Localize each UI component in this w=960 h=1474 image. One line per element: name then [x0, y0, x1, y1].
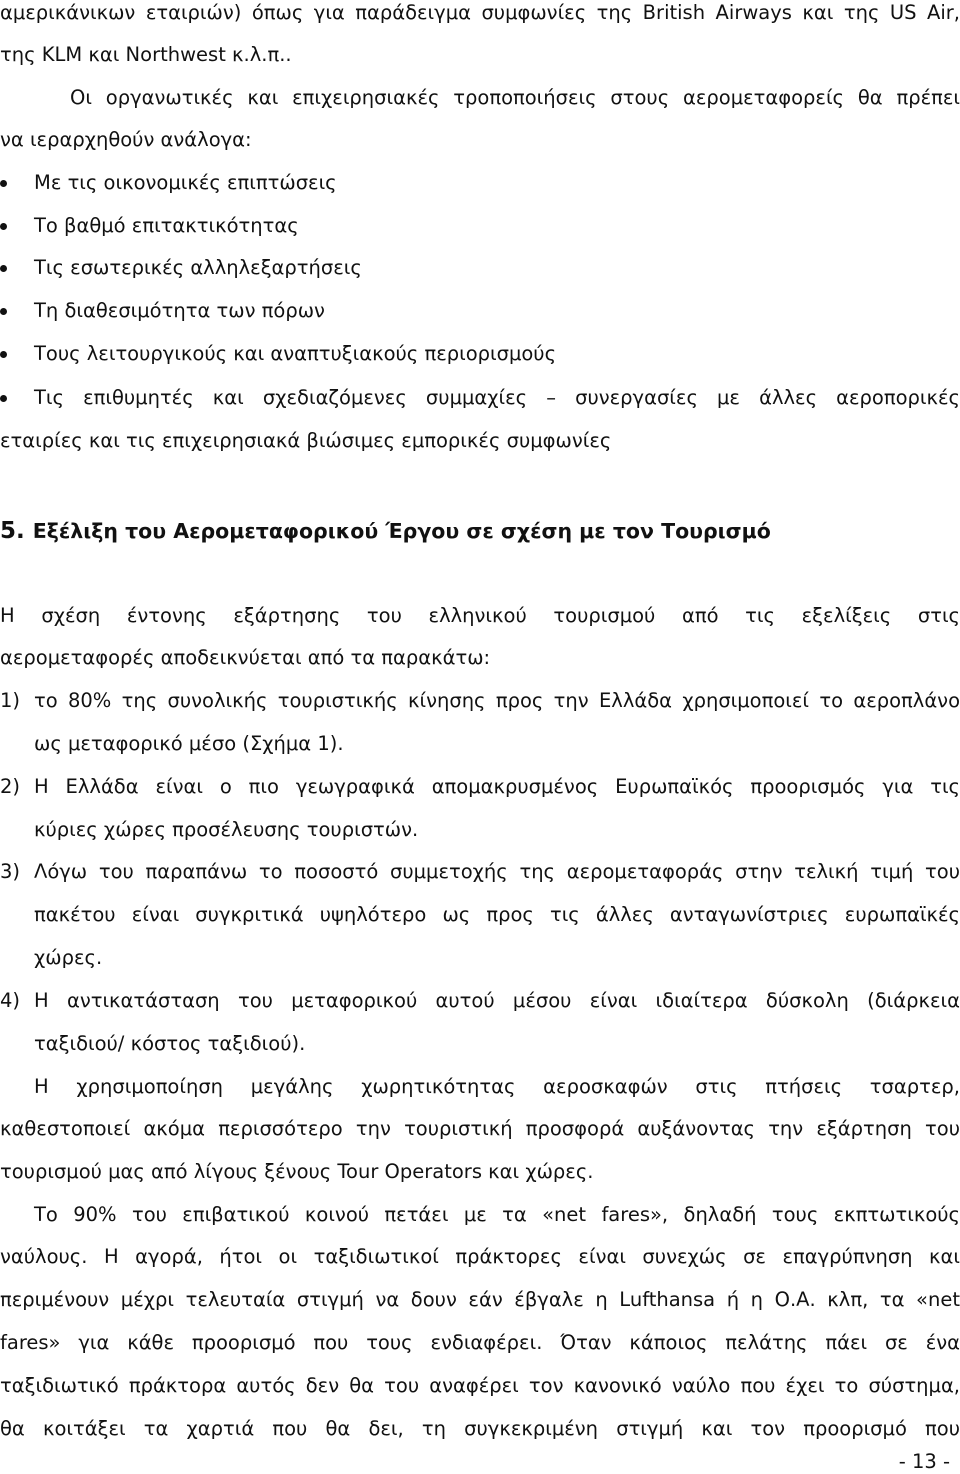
paragraph-line: ταξιδιωτικό πράκτορα αυτός δεν θα του αναφέρει τον κανονικό ναύλο που έχει το σύστημα,	[0, 1374, 960, 1397]
bullet-text: Τις εσωτερικές αλληλεξαρτήσεις	[34, 256, 362, 279]
bullet-text: Τις επιθυμητές και σχεδιαζόμενες συμμαχίες – συνεργασίες με άλλες αεροπορικές	[34, 386, 960, 409]
bullet-icon	[0, 180, 7, 187]
paragraph-line: τουρισμού μας από λίγους ξένους Tour Operators και χώρες.	[0, 1160, 594, 1183]
list-item-line: κύριες χώρες προσέλευσης τουριστών.	[34, 818, 419, 841]
bullet-icon	[0, 223, 7, 230]
paragraph-indented-line: Οι οργανωτικές και επιχειρησιακές τροποποιήσεις στους αερομεταφορείς θα πρέπει	[70, 86, 960, 109]
list-item-line: Λόγω του παραπάνω το ποσοστό συμμετοχής της αερομεταφοράς στην τελική τιμή του	[34, 860, 960, 883]
list-number: 1)	[0, 689, 21, 712]
text-line: της KLM και Northwest κ.λ.π..	[0, 43, 292, 66]
bullet-icon	[0, 265, 7, 272]
bullet-text: Το βαθμό επιτακτικότητας	[34, 214, 299, 237]
paragraph-line: καθεστοποιεί ακόμα περισσότερο την τουριστική προσφορά αυξάνοντας την εξάρτηση του	[0, 1117, 960, 1140]
paragraph-indented-line: Η χρησιμοποίηση μεγάλης χωρητικότητας αεροσκαφών στις πτήσεις τσαρτερ,	[34, 1075, 960, 1098]
list-item-line: πακέτου είναι συγκριτικά υψηλότερο ως προς τις άλλες ανταγωνίστριες ευρωπαϊκές	[34, 903, 960, 926]
paragraph-line: ναύλους. Η αγορά, ήτοι οι ταξιδιωτικοί πράκτορες είναι συνεχώς σε επαγρύπνηση και	[0, 1245, 960, 1268]
list-item-line: Η αντικατάσταση του μεταφορικού αυτού μέσου είναι ιδιαίτερα δύσκολη (διάρκεια	[34, 989, 960, 1012]
bullet-text: Με τις οικονομικές επιπτώσεις	[34, 171, 337, 194]
list-item-line: ταξιδιού/ κόστος ταξιδιού).	[34, 1032, 306, 1055]
paragraph-indented-line: Το 90% του επιβατικού κοινού πετάει με τα «net fares», δηλαδή τους εκπτωτικούς	[34, 1203, 960, 1226]
bullet-icon	[0, 351, 7, 358]
paragraph-line: θα κοιτάξει τα χαρτιά που θα δει, τη συγκεκριμένη στιγμή και τον προορισμό που	[0, 1417, 960, 1440]
bullet-continuation: εταιρίες και τις επιχειρησιακά βιώσιμες εμπορικές συμφωνίες	[0, 429, 612, 452]
paragraph-line: fares» για κάθε προορισμό που τους ενδιαφέρει. Όταν κάποιος πελάτης πάει σε ένα	[0, 1331, 960, 1354]
text-line: να ιεραρχηθούν ανάλογα:	[0, 128, 252, 151]
list-number: 3)	[0, 860, 21, 883]
bullet-text: Τους λειτουργικούς και αναπτυξιακούς περιορισμούς	[34, 342, 557, 365]
section-number: 5.	[0, 518, 25, 544]
bullet-icon	[0, 308, 7, 315]
bullet-icon	[0, 395, 7, 402]
list-number: 2)	[0, 775, 21, 798]
paragraph-line: αερομεταφορές αποδεικνύεται από τα παρακάτω:	[0, 646, 491, 669]
section-heading	[0, 518, 771, 544]
list-item-line: χώρες.	[34, 946, 103, 969]
bullet-text: Τη διαθεσιμότητα των πόρων	[34, 299, 325, 322]
section-title: Εξέλιξη του Αερομεταφορικού Έργου σε σχέση με τον Τουρισμό	[32, 519, 771, 543]
page-number: - 13 -	[898, 1450, 950, 1473]
list-item-line: ως μεταφορικό μέσο (Σχήμα 1).	[34, 732, 344, 755]
text-line: αμερικάνικων εταιριών) όπως για παράδειγμα συμφωνίες της British Airways και της US Air,	[0, 1, 960, 24]
list-number: 4)	[0, 989, 21, 1012]
list-item-line: το 80% της συνολικής τουριστικής κίνησης προς την Ελλάδα χρησιμοποιεί το αεροπλάνο	[34, 689, 960, 712]
list-item-line: Η Ελλάδα είναι ο πιο γεωγραφικά απομακρυσμένος Ευρωπαϊκός προορισμός για τις	[34, 775, 960, 798]
paragraph-line: Η σχέση έντονης εξάρτησης του ελληνικού τουρισμού από τις εξελίξεις στις	[0, 604, 960, 627]
paragraph-line: περιμένουν μέχρι τελευταία στιγμή να δουν εάν έβγαλε η Lufthansa ή η Ο.Α. κλπ, τα «net	[0, 1288, 960, 1311]
